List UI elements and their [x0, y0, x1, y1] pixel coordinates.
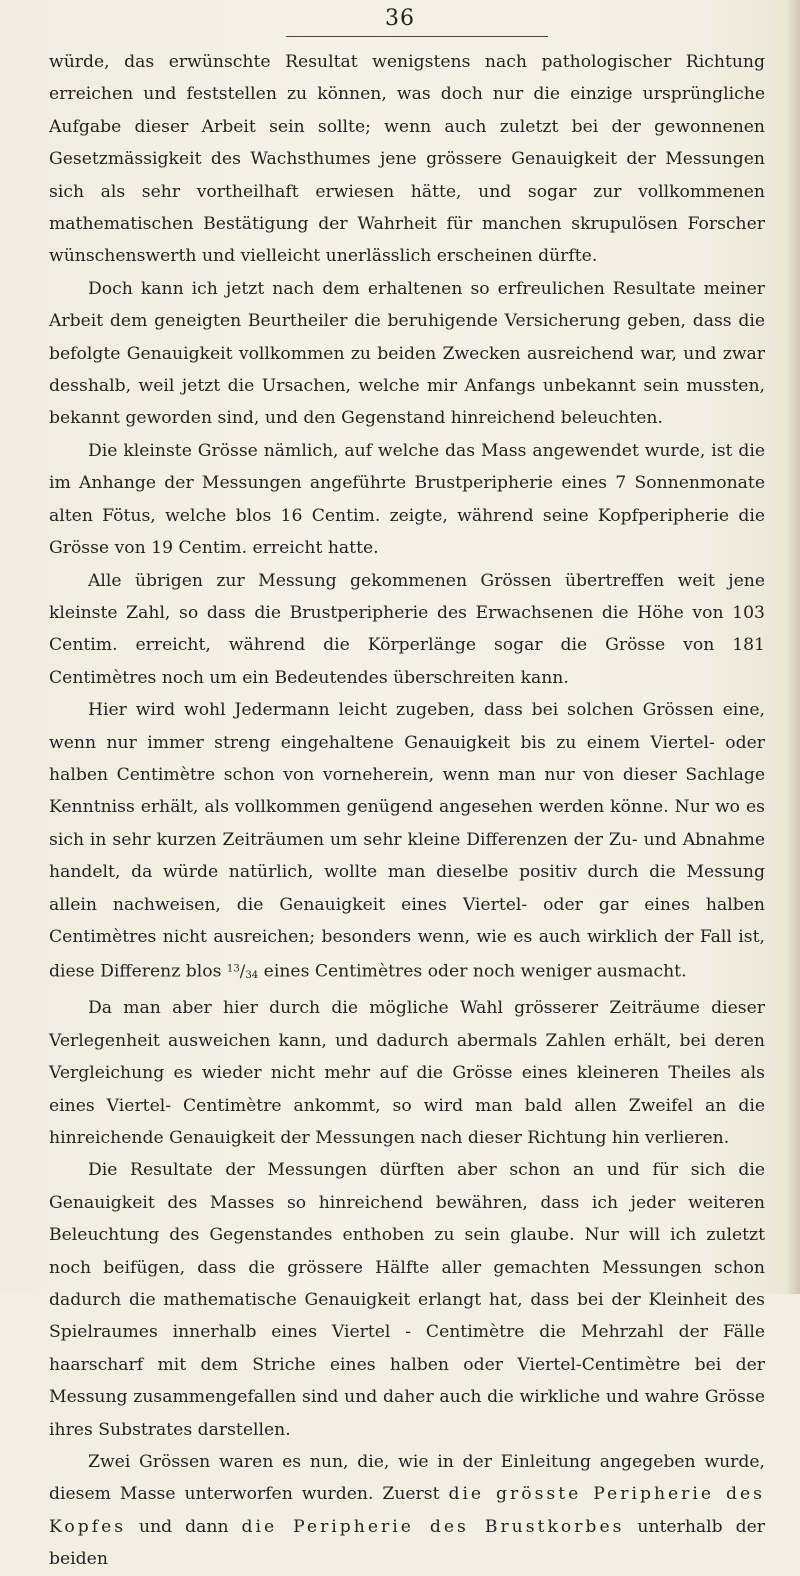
header-rule: [286, 36, 548, 37]
fraction: $^{13}/_{34}$: [226, 961, 259, 981]
paragraph-8-middle: und dann: [126, 1516, 242, 1537]
paragraph-5-text: Hier wird wohl Jedermann leicht zugeben, dass bei solchen Grössen eine, wenn nur immer streng eingehaltene Genauigkeit bis zu einem Viertel- oder halben Centimètre schon von vorneherein, wenn man nur von dieser Sachlage Kenntniss erhält, als vollkommen genügend angesehen werden könne. Nur wo es sich in sehr kurzen Zeiträumen um sehr kleine Differenzen der Zu- und Abnahme handelt, da würde natürlich, wollte man dieselbe positiv durch die Messung allein nachweisen, die Genauigkeit eines Viertel- oder gar eines halben Centimètres nicht ausreichen; besonders wenn, wie es auch wirklich der Fall ist, diese Differenz blos: [49, 700, 765, 982]
paragraph-6: Da man aber hier durch die mögliche Wahl grösserer Zeiträume dieser Verlegenheit ausweichen kann, und dadurch abermals Zahlen erhält, bei deren Vergleichung es wieder nicht mehr auf die Grösse eines kleineren Theiles als eines Viertel- Centimètre ankommt, so wird man bald allen Zweifel an die hinreichende Genauigkeit der Messungen nach dieser Richtung hin verlieren.: [49, 998, 765, 1148]
paragraph-4: Alle übrigen zur Messung gekommenen Grössen übertreffen weit jene kleinste Zahl, so dass die Brustperipherie des Erwachsenen die Höhe von 103 Centim. erreicht, während die Körperlänge sogar die Grösse von 181 Centimètres noch um ein Bedeutendes überschreiten kann.: [49, 570, 765, 688]
paragraph-5-end: eines Centimètres oder noch weniger ausmacht.: [258, 961, 687, 982]
paragraph-8: [49, 1446, 765, 1576]
paragraph-8-start: Zwei Grössen waren es nun, die, wie in der Einleitung angegeben wurde, diesem Masse unterworfen wurden. Zuerst: [49, 1452, 765, 1505]
page-edge-shadow: [786, 0, 800, 1294]
emphasis-chest-periphery: die Peripherie des Brustkorbes: [241, 1516, 625, 1537]
emphasis-head-periphery: die grösste Peripherie des Kopfes: [49, 1484, 765, 1537]
paragraph-7: Die Resultate der Messungen dürften aber schon an und für sich die Genauigkeit des Masses so hinreichend bewähren, dass ich jeder weiteren Beleuchtung des Gegenstandes enthoben zu sein glaube. Nur will ich zuletzt noch beifügen, dass die grössere Hälfte aller gemachten Messungen schon dadurch die mathematische Genauigkeit erlangt hat, dass bei der Kleinheit des Spielraumes innerhalb eines Viertel - Centimètre die Mehrzahl der Fälle haarscharf mit dem Striche eines halben oder Viertel-Centimètre bei der Messung zusammengefallen sind und daher auch die wirkliche und wahre Grösse ihres Substrates darstellen.: [49, 1160, 765, 1440]
body-text: [49, 46, 765, 1576]
fraction-denominator: 34: [245, 969, 259, 981]
paragraph-8-end: unterhalb der beiden: [49, 1516, 765, 1570]
paragraph-3: Die kleinste Grösse nämlich, auf welche das Mass angewendet wurde, ist die im Anhange der Messungen angeführte Brustperipherie eines 7 Sonnenmonate alten Fötus, welche blos 16 Centim. zeigte, während seine Kopfperipherie die Grösse von 19 Centim. erreicht hatte.: [49, 440, 765, 559]
paragraph-1: würde, das erwünschte Resultat wenigstens nach pathologischer Richtung erreichen und feststellen zu können, was doch nur die einzige ursprüngliche Aufgabe dieser Arbeit sein sollte; wenn auch zuletzt bei der gewonnenen Gesetzmässigkeit des Wachsthumes jene grössere Genauigkeit der Messungen sich als sehr vortheilhaft erwiesen hätte, und sogar zur vollkommenen mathematischen Bestätigung der Wahrheit für manchen skrupulösen Forscher wünschenswerth und vielleicht unerlässlich erscheinen dürfte.: [49, 52, 765, 267]
page-number: 36: [385, 6, 415, 31]
paragraph-2: Doch kann ich jetzt nach dem erhaltenen so erfreulichen Resultate meiner Arbeit dem geneigten Beurtheiler die beruhigende Versicherung geben, dass die befolgte Genauigkeit vollkommen zu beiden Zwecken ausreichend war, und zwar desshalb, weil jetzt die Ursachen, welche mir Anfangs unbekannt sein mussten, bekannt geworden sind, und den Gegenstand hinreichend beleuchten.: [49, 278, 765, 429]
paragraph-5: [49, 694, 765, 992]
fraction-numerator: 13: [226, 963, 240, 975]
